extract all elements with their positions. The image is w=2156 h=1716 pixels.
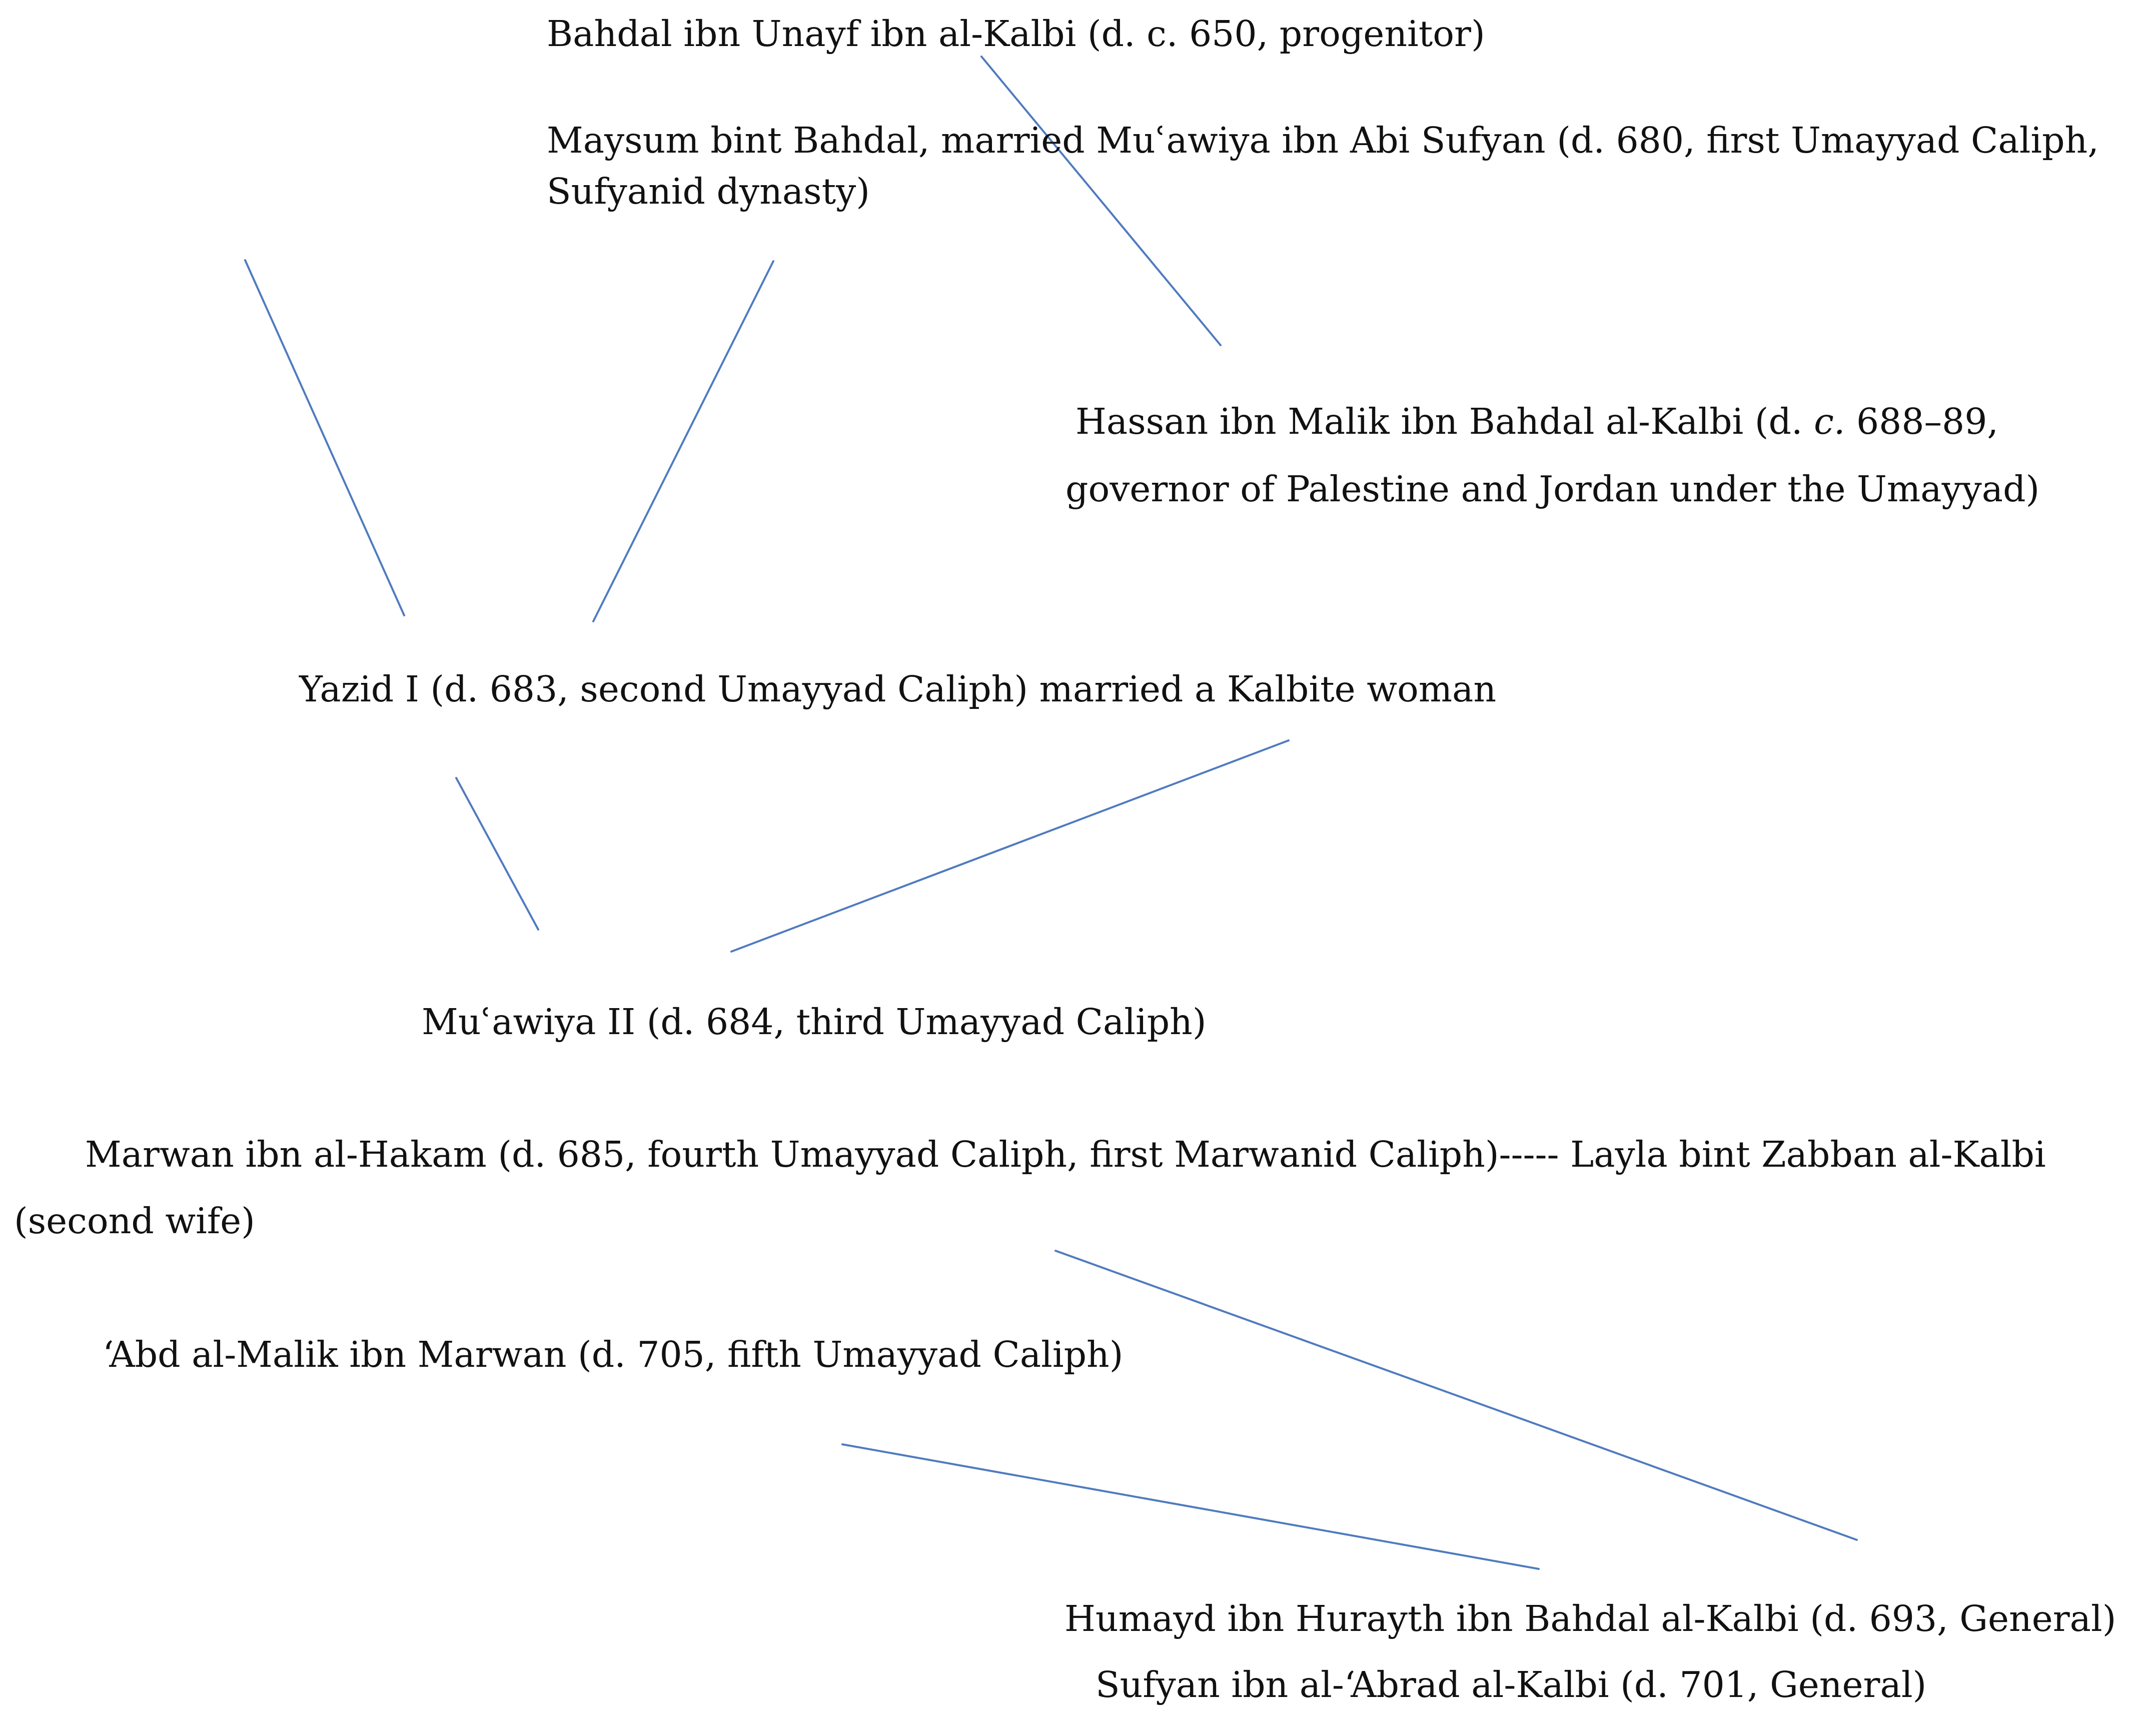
node-maysum-line-1: Maysum bint Bahdal, married Muʿawiya ibn Abi Sufyan (d. 680, first Umayyad Caliph, — [547, 120, 2099, 161]
connector-bahdal-to-hassan — [981, 57, 1221, 345]
connector-layla-to-humayd — [1055, 1251, 1857, 1540]
hassan-name-part: Hassan ibn Malik ibn Bahdal al-Kalbi (d. — [1075, 401, 1814, 442]
node-marwan-line-2: (second wife) — [14, 1200, 255, 1242]
connector-kalbite-woman-to-muawiya2 — [731, 740, 1289, 952]
node-bahdal: Bahdal ibn Unayf ibn al-Kalbi (d. c. 650, progenitor) — [547, 13, 1485, 55]
node-hassan-line-2: governor of Palestine and Jordan under the Umayyad) — [1065, 468, 2040, 510]
connector-left-to-yazid — [245, 260, 404, 615]
hassan-dates-part: 688–89, — [1845, 401, 1998, 442]
node-muawiya-ii: Muʿawiya II (d. 684, third Umayyad Caliph) — [422, 1001, 1207, 1043]
node-abd-al-malik: ʻAbd al-Malik ibn Marwan (d. 705, fifth Umayyad Caliph) — [103, 1334, 1124, 1375]
node-maysum-line-2: Sufyanid dynasty) — [547, 171, 870, 212]
connector-maysum-to-yazid — [593, 261, 773, 621]
node-sufyan: Sufyan ibn al-ʻAbrad al-Kalbi (d. 701, General) — [1096, 1664, 1927, 1705]
circa-abbreviation: c. — [1814, 401, 1845, 442]
node-humayd: Humayd ibn Hurayth ibn Bahdal al-Kalbi (d. 693, General) — [1064, 1598, 2116, 1639]
node-yazid: Yazid I (d. 683, second Umayyad Caliph) married a Kalbite woman — [299, 668, 1497, 710]
node-marwan-line-1: Marwan ibn al-Hakam (d. 685, fourth Umayyad Caliph, first Marwanid Caliph)----- Layla bint Zabban al-Kalbi — [85, 1134, 2046, 1175]
node-hassan-line-1 — [1075, 395, 1998, 448]
connector-abd-al-malik-to-humayd — [842, 1444, 1539, 1569]
connector-yazid-to-muawiya2 — [456, 778, 538, 930]
